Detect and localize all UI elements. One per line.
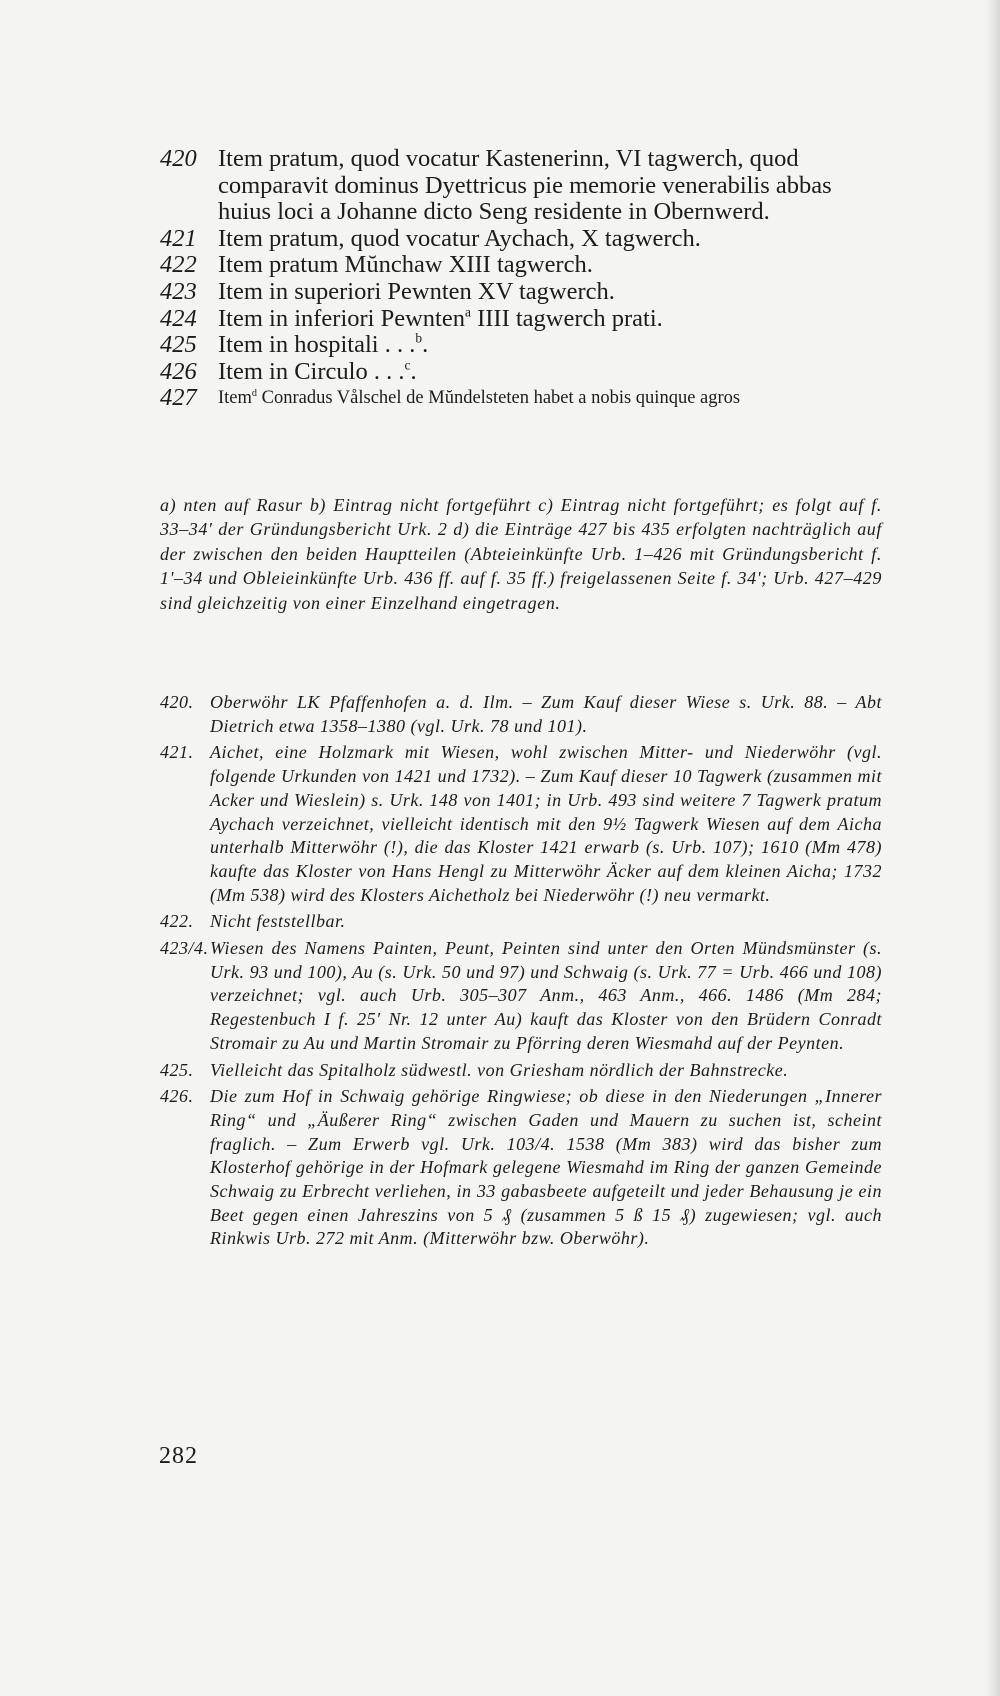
- footnote-marker: b: [415, 330, 423, 346]
- entry-427: [160, 385, 880, 411]
- entry-423: [160, 279, 880, 306]
- entry-text: Conradus Vålschel de Mŭndelsteten habet a nobis quinque agros: [256, 388, 741, 409]
- entry-number: 420: [160, 145, 197, 172]
- entry-text: IIII tagwerch prati.: [470, 304, 663, 332]
- page-edge-shadow: [986, 0, 1000, 1696]
- entry-number: 422: [160, 251, 197, 279]
- entry-422: [160, 252, 880, 279]
- entry-number: 421: [160, 224, 197, 252]
- commentary-420: [160, 691, 882, 738]
- entry-text: .: [422, 331, 429, 359]
- entry-number: 425: [160, 331, 197, 359]
- entry-text: Item: [218, 388, 252, 409]
- entry-text: Item pratum, quod vocatur Aychach, X tagwerch.: [218, 224, 701, 252]
- entry-420: [160, 146, 880, 226]
- main-text: [160, 146, 880, 411]
- commentary-number: 420.: [160, 692, 194, 712]
- commentary-text: Vielleicht das Spitalholz südwestl. von Griesham nördlich der Bahnstrecke.: [210, 1059, 789, 1080]
- commentary-number: 425.: [160, 1059, 194, 1080]
- entry-424: [160, 306, 880, 333]
- commentary-426: [160, 1085, 882, 1251]
- entry-text: Item pratum Mŭnchaw XIII tagwerch.: [218, 251, 593, 279]
- commentary-number: 422.: [160, 911, 194, 932]
- commentary-text: Oberwöhr LK Pfaffenhofen a. d. Ilm. – Zum Kauf dieser Wiese s. Urk. 88. – Abt Dietrich etwa 1358–1380 (vgl. Urk. 78 und 101).: [210, 692, 882, 736]
- entry-421: [160, 226, 880, 253]
- commentary-text: Wiesen des Namens Painten, Peunt, Peinten sind unter den Orten Mündsmünster (s. Urk. 93 und 100), Au (s. Urk. 50 und 97) und Schwaig (s. Urk. 77 = Urb. 466 und 108) verzeichnet; vgl. auch Urb. 305–307 Anm., 463 Anm., 466. 1486 (Mm 284; Regestenbuch I f. 25' Nr. 12 unter Au) kauft das Kloster von den Brüdern Conradt Stromair zu Au und Martin Stromair zu Pförring deren Wiesmahd auf der Peynten.: [210, 938, 882, 1053]
- entry-number: 424: [160, 304, 197, 332]
- commentary-text: Nicht feststellbar.: [210, 911, 346, 932]
- entry-426: [160, 359, 880, 386]
- commentary-number: 426.: [160, 1086, 194, 1107]
- entry-text: Item pratum, quod vocatur Kastenerinn, VI tagwerch, quod comparavit dominus Dyettricus pie memorie venerabilis abbas huius loci a Johanne dicto Seng residente in Obernwerd.: [218, 145, 832, 226]
- entry-number: 423: [160, 277, 197, 305]
- entry-text: Item in Circulo . . .: [218, 357, 405, 385]
- commentary-text: Aichet, eine Holzmark mit Wiesen, wohl zwischen Mitter- und Niederwöhr (vgl. folgende Urkunden von 1421 und 1732). – Zum Kauf dieser 10 Tagwerk (zusammen mit Acker und Wieslein) s. Urk. 148 von 1401; in Urb. 493 sind weitere 7 Tagwerk pratum Aychach verzeichnet, vielleicht identisch mit den 9½ Tagwerk Wiesen auf dem Aicha unterhalb Mitterwöhr (!), die das Kloster 1421 erwarb (s. Urb. 107); 1610 (Mm 478) kaufte das Kloster von Hans Hengl zu Mitterwöhr Äcker auf dem kleinen Aicha; 1732 (Mm 538) wird des Klosters Aichetholz bei Niederwöhr (!) neu vermarkt.: [210, 742, 882, 905]
- footnote-marker: a: [464, 304, 471, 320]
- entry-number: 427: [160, 384, 197, 412]
- commentary: [160, 691, 882, 1254]
- commentary-number: 423/4.: [160, 938, 209, 959]
- commentary-423-424: [160, 937, 882, 1056]
- entry-425: [160, 332, 880, 359]
- commentary-421: [160, 741, 882, 907]
- page-number: 282: [159, 1443, 198, 1469]
- footnote-marker: c: [404, 357, 411, 373]
- footnote-marker: d: [251, 388, 257, 400]
- commentary-422: [160, 910, 882, 934]
- footnotes: a) nten auf Rasur b) Eintrag nicht fortgeführt c) Eintrag nicht fortgeführt; es folgt auf f. 33–34' der Gründungsbericht Urk. 2 d) die Einträge 427 bis 435 erfolgten nachträglich auf der zwischen den beiden Hauptteilen (Abteieinkünfte Urb. 1–426 mit Gründungsbericht f. 1'–34 und Obleieinkünfte Urb. 436 ff. auf f. 35 ff.) freigelassenen Seite f. 34'; Urb. 427–429 sind gleichzeitig von einer Einzelhand eingetragen.: [160, 495, 882, 613]
- entry-text: .: [410, 357, 417, 385]
- commentary-text: Die zum Hof in Schwaig gehörige Ringwiese; ob diese in den Niederungen „Innerer Ring“ und „Äußerer Ring“ zwischen Gaden und Mauern zu suchen ist, scheint fraglich. – Zum Erwerb vgl. Urk. 103/4. 1538 (Mm 383) wird das bisher zum Klosterhof gehörige in der Hofmark gelegene Wiesmahd im Ring der ganzen Gemeinde Schwaig zu Erbrecht verliehen, in 33 gabasbeete aufgeteilt und jeder Behausung je ein Beet gegen einen Jahreszins von 5 ₰ (zusammen 5 ß 15 ₰) zugewiesen; vgl. auch Rinkwis Urb. 272 mit Anm. (Mitterwöhr bzw. Oberwöhr).: [210, 1086, 882, 1249]
- entry-text: Item in inferiori Pewnten: [218, 304, 465, 332]
- entry-text: Item in superiori Pewnten XV tagwerch.: [218, 277, 615, 305]
- entry-number: 426: [160, 357, 197, 385]
- entry-text: Item in hospitali . . .: [218, 331, 416, 359]
- commentary-number: 421.: [160, 742, 194, 763]
- commentary-425: [160, 1059, 882, 1083]
